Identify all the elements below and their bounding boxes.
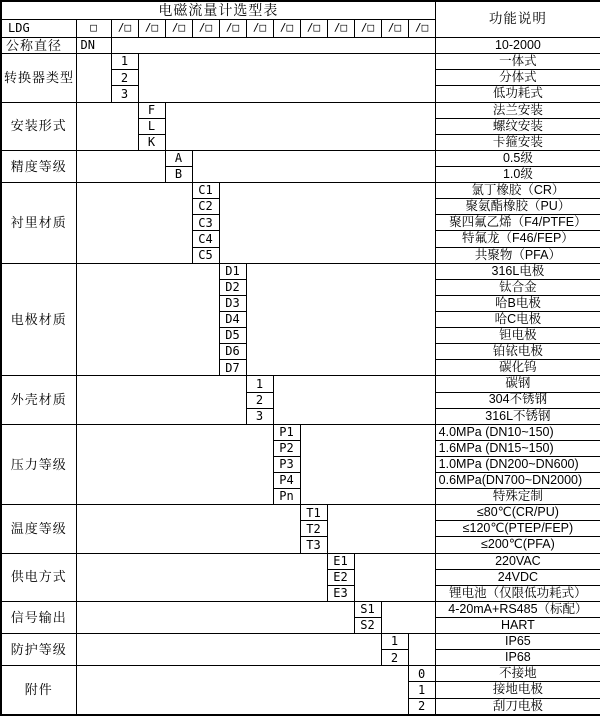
desc-cell: 不接地: [435, 666, 600, 682]
order-box: /□: [111, 19, 138, 37]
code-cell: 1: [408, 682, 435, 698]
code-cell: 3: [246, 408, 273, 424]
desc-cell: 哈C电极: [435, 311, 600, 327]
desc-cell: ≤200℃(PFA): [435, 537, 600, 553]
desc-cell: 钽电极: [435, 328, 600, 344]
code-cell: C5: [192, 247, 219, 263]
desc-cell: 氯丁橡胶（CR）: [435, 183, 600, 199]
code-cell: 2: [408, 698, 435, 715]
blank-cell: [76, 634, 381, 666]
code-cell: Pn: [273, 489, 300, 505]
desc-cell: 接地电极: [435, 682, 600, 698]
order-box: /□: [219, 19, 246, 37]
code-cell: 1: [111, 54, 138, 70]
order-box: /□: [138, 19, 165, 37]
blank-cell: [76, 424, 273, 505]
desc-cell: 316L电极: [435, 263, 600, 279]
desc-cell: 锂电池（仅限低功耗式）: [435, 585, 600, 601]
blank-cell: [76, 553, 327, 601]
function-column-header: 功能说明: [435, 1, 600, 37]
category-label-11: 防护等级: [1, 634, 76, 666]
desc-cell: 1.6MPa (DN15~150): [435, 440, 600, 456]
category-label-4: 衬里材质: [1, 183, 76, 264]
category-label-6: 外壳材质: [1, 376, 76, 424]
code-cell: C4: [192, 231, 219, 247]
blank-cell: [192, 150, 435, 182]
category-label-9: 供电方式: [1, 553, 76, 601]
order-box: /□: [327, 19, 354, 37]
code-cell: S2: [354, 618, 381, 634]
table-title: 电磁流量计选型表: [1, 1, 435, 19]
blank-cell: [76, 150, 165, 182]
code-cell: D6: [219, 344, 246, 360]
blank-cell: [300, 424, 435, 505]
code-cell: C2: [192, 199, 219, 215]
desc-cell: IP68: [435, 650, 600, 666]
desc-cell: 0.6MPa(DN700~DN2000): [435, 473, 600, 489]
code-cell-dn: DN: [76, 37, 111, 54]
code-cell: T2: [300, 521, 327, 537]
category-label-7: 压力等级: [1, 424, 76, 505]
desc-cell: HART: [435, 618, 600, 634]
order-box: /□: [165, 19, 192, 37]
category-label-3: 精度等级: [1, 150, 76, 182]
category-label-10: 信号输出: [1, 601, 76, 633]
desc-cell: 碳化钨: [435, 360, 600, 376]
category-label-1: 转换器类型: [1, 54, 76, 102]
blank-cell: [76, 505, 300, 553]
desc-cell: 4.0MPa (DN10~150): [435, 424, 600, 440]
blank-cell: [76, 102, 138, 150]
desc-cell: 共聚物（PFA）: [435, 247, 600, 263]
blank-cell: [219, 183, 435, 264]
code-cell: C3: [192, 215, 219, 231]
order-box: /□: [408, 19, 435, 37]
order-box: /□: [246, 19, 273, 37]
code-cell: 2: [111, 70, 138, 86]
blank-cell: [76, 54, 111, 102]
order-box: □: [76, 19, 111, 37]
code-cell: 1: [246, 376, 273, 392]
blank-cell: [273, 376, 435, 424]
code-cell: 2: [246, 392, 273, 408]
code-cell: T3: [300, 537, 327, 553]
desc-cell: 法兰安装: [435, 102, 600, 118]
code-cell: D1: [219, 263, 246, 279]
code-cell: 2: [381, 650, 408, 666]
desc-cell: 4-20mA+RS485（标配）: [435, 601, 600, 617]
desc-cell: 刮刀电极: [435, 698, 600, 715]
code-cell: 3: [111, 86, 138, 102]
category-label-8: 温度等级: [1, 505, 76, 553]
code-cell: L: [138, 118, 165, 134]
blank-cell: [76, 666, 408, 715]
blank-cell: [354, 553, 435, 601]
code-cell: 0: [408, 666, 435, 682]
blank-cell: [381, 601, 435, 633]
code-cell: T1: [300, 505, 327, 521]
desc-cell: 1.0级: [435, 166, 600, 182]
blank-cell: [76, 601, 354, 633]
blank-cell: [138, 54, 435, 102]
code-cell: P3: [273, 456, 300, 472]
blank-cell: [246, 263, 435, 376]
desc-cell: 哈B电极: [435, 295, 600, 311]
desc-cell: 碳钢: [435, 376, 600, 392]
category-label-5: 电极材质: [1, 263, 76, 376]
desc-cell: 卡箍安装: [435, 134, 600, 150]
desc-cell: ≤120℃(PTEP/FEP): [435, 521, 600, 537]
desc-cell: 220VAC: [435, 553, 600, 569]
code-cell: D3: [219, 295, 246, 311]
code-cell: S1: [354, 601, 381, 617]
code-cell: K: [138, 134, 165, 150]
order-box: /□: [300, 19, 327, 37]
blank-cell: [111, 37, 435, 54]
code-cell: E1: [327, 553, 354, 569]
desc-cell: 螺纹安装: [435, 118, 600, 134]
blank-cell: [76, 376, 246, 424]
desc-cell: 铂铱电极: [435, 344, 600, 360]
code-cell: F: [138, 102, 165, 118]
blank-cell: [165, 102, 435, 150]
desc-cell: 钛合金: [435, 279, 600, 295]
code-cell: A: [165, 150, 192, 166]
desc-cell: 316L不锈钢: [435, 408, 600, 424]
model-prefix-label: LDG: [1, 19, 76, 37]
order-box: /□: [354, 19, 381, 37]
code-cell: P1: [273, 424, 300, 440]
desc-cell: 一体式: [435, 54, 600, 70]
category-label-diameter: 公称直径: [1, 37, 76, 54]
code-cell: E3: [327, 585, 354, 601]
category-label-12: 附件: [1, 666, 76, 715]
code-cell: P2: [273, 440, 300, 456]
desc-cell: 分体式: [435, 70, 600, 86]
desc-cell: 特氟龙（F46/FEP）: [435, 231, 600, 247]
desc-cell: 1.0MPa (DN200~DN600): [435, 456, 600, 472]
code-cell: D4: [219, 311, 246, 327]
desc-cell: 304不锈钢: [435, 392, 600, 408]
desc-cell: IP65: [435, 634, 600, 650]
blank-cell: [327, 505, 435, 553]
code-cell: P4: [273, 473, 300, 489]
desc-cell: 特殊定制: [435, 489, 600, 505]
blank-cell: [76, 183, 192, 264]
category-label-2: 安装形式: [1, 102, 76, 150]
code-cell: 1: [381, 634, 408, 650]
blank-cell: [76, 263, 219, 376]
code-cell: D5: [219, 328, 246, 344]
desc-cell: 24VDC: [435, 569, 600, 585]
desc-cell: 聚氨酯橡胶（PU）: [435, 199, 600, 215]
code-cell: D7: [219, 360, 246, 376]
desc-cell-diameter: 10-2000: [435, 37, 600, 54]
order-box: /□: [192, 19, 219, 37]
desc-cell: 聚四氟乙烯（F4/PTFE）: [435, 215, 600, 231]
code-cell: E2: [327, 569, 354, 585]
code-cell: B: [165, 166, 192, 182]
desc-cell: 0.5级: [435, 150, 600, 166]
code-cell: C1: [192, 183, 219, 199]
desc-cell: 低功耗式: [435, 86, 600, 102]
order-box: /□: [381, 19, 408, 37]
desc-cell: ≤80℃(CR/PU): [435, 505, 600, 521]
order-box: /□: [273, 19, 300, 37]
blank-cell: [408, 634, 435, 666]
code-cell: D2: [219, 279, 246, 295]
